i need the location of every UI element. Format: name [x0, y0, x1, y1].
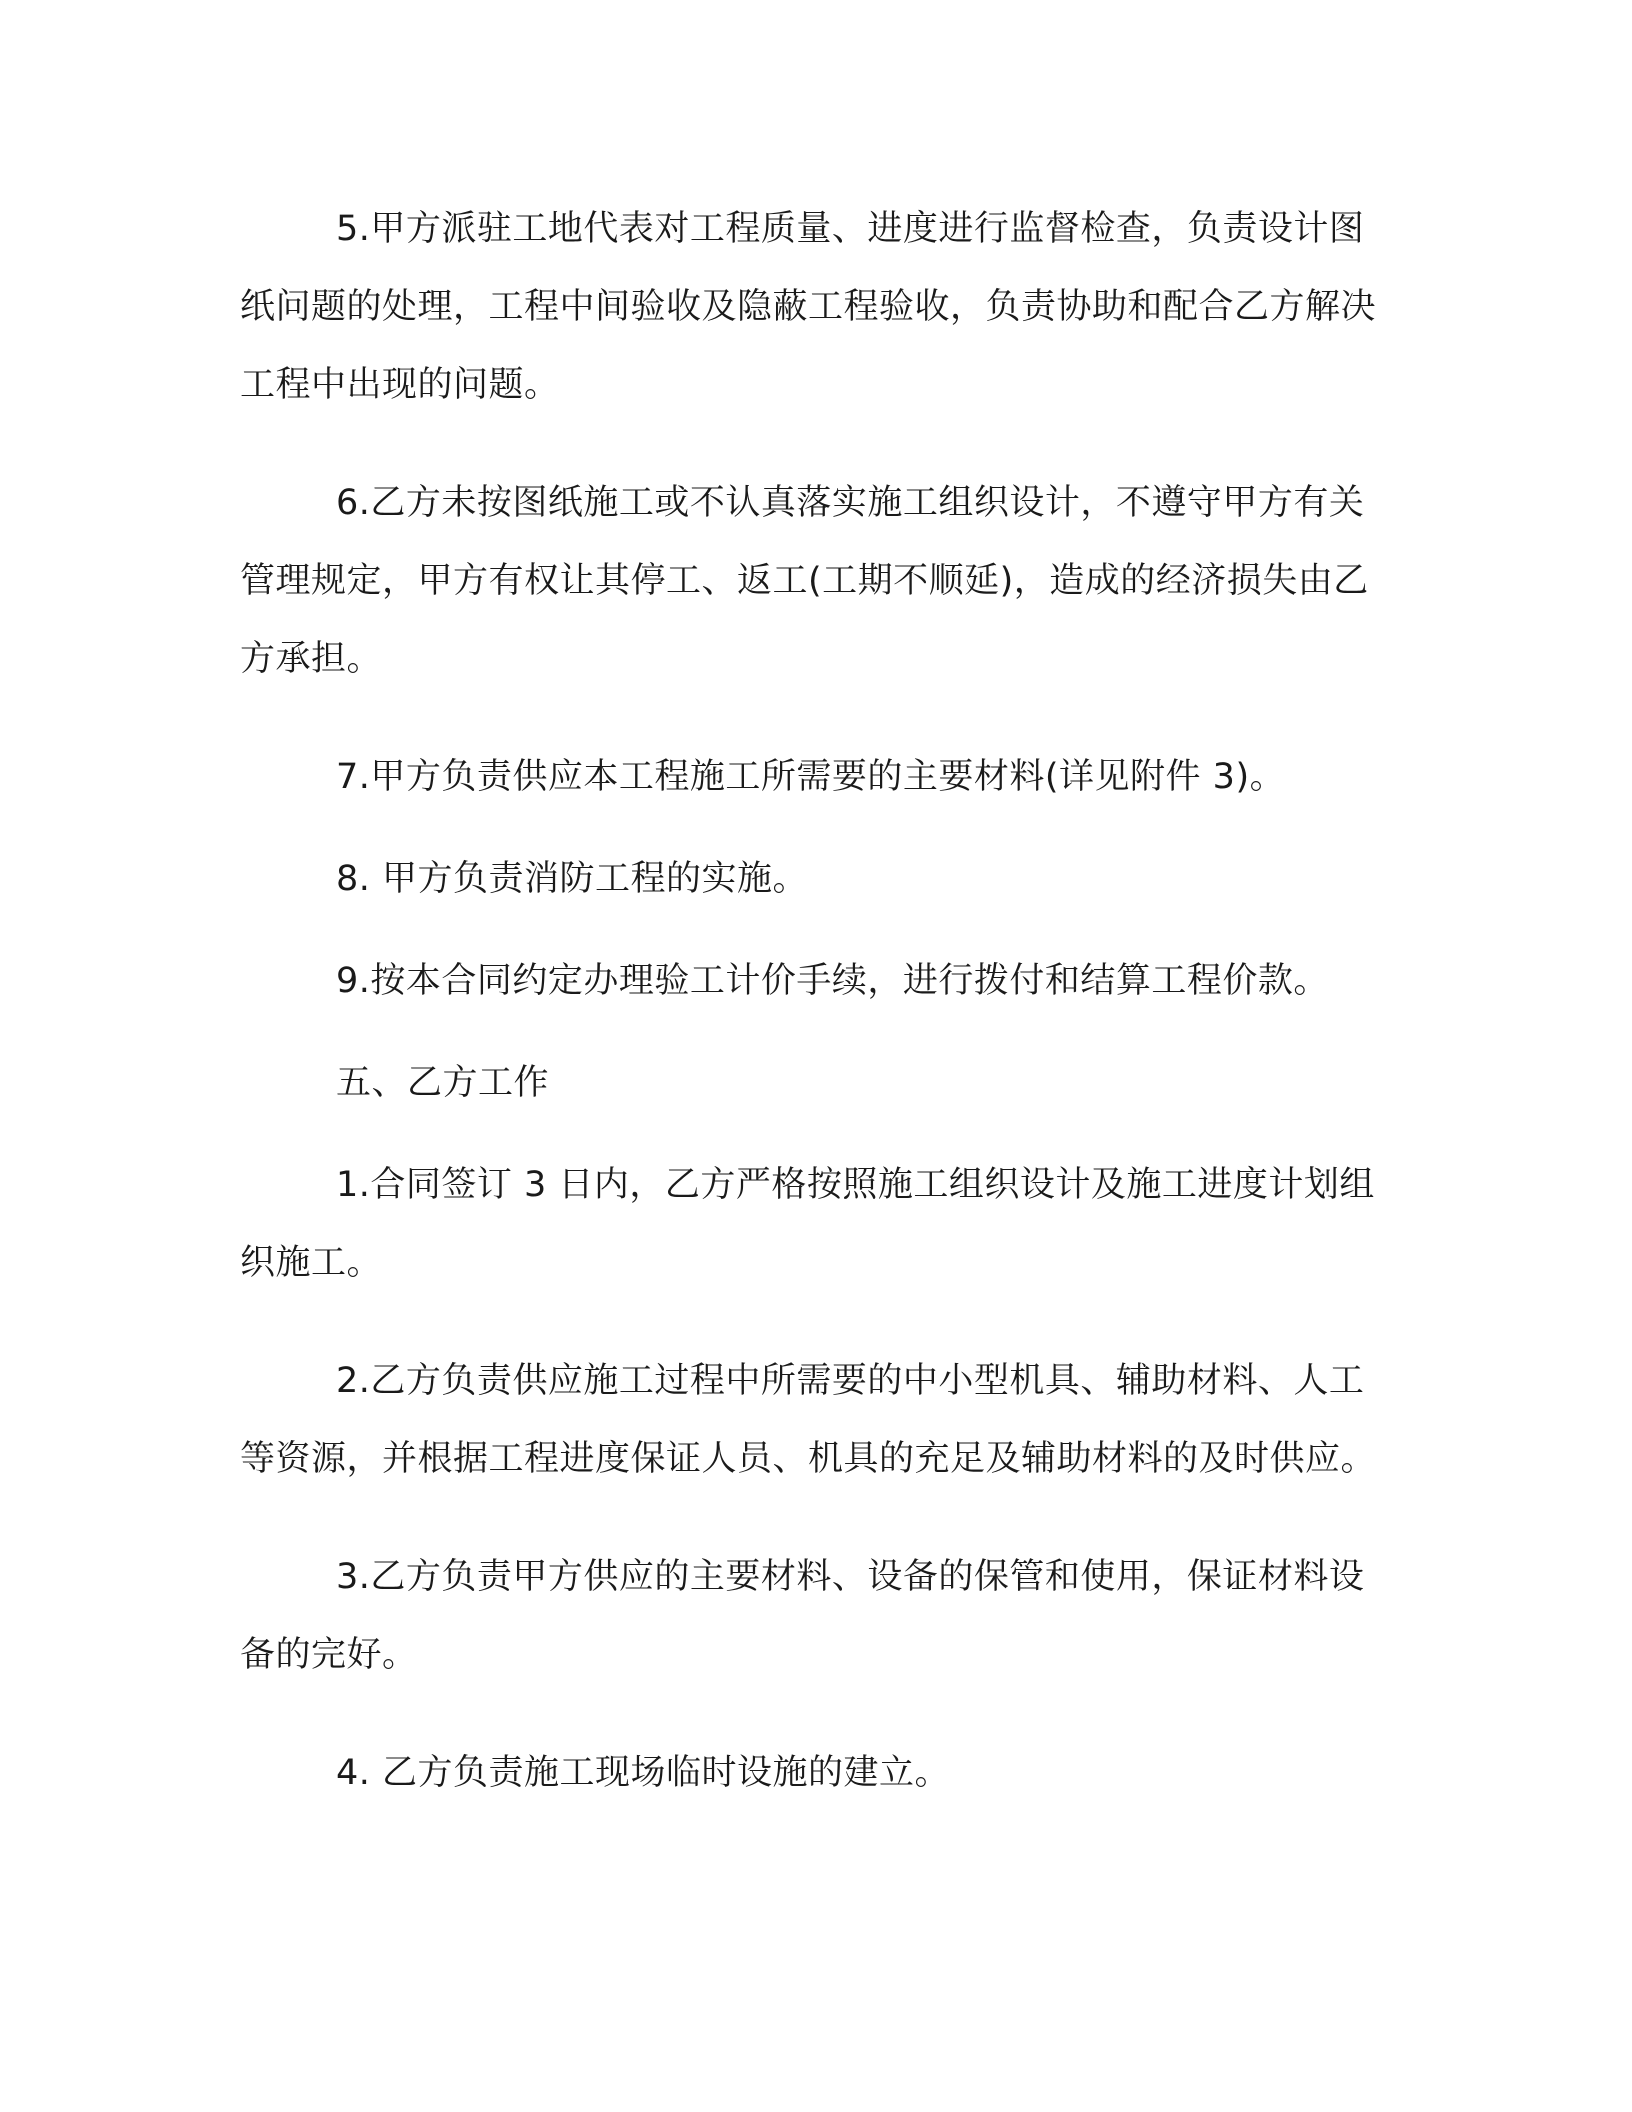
- paragraph-item-6-noncompliance: 6.乙方未按图纸施工或不认真落实施工组织设计，不遵守甲方有关管理规定，甲方有权让其停工、返工(工期不顺延)，造成的经济损失由乙方承担。: [240, 483, 1369, 679]
- paragraph-item-b4-temporary-facilities: 4. 乙方负责施工现场临时设施的建立。: [336, 1753, 951, 1793]
- section-heading-party-b-work: 五、乙方工作: [336, 1063, 550, 1103]
- document-body: [240, 190, 1390, 1812]
- paragraph-item-b3-custody: 3.乙方负责甲方供应的主要材料、设备的保管和使用，保证材料设备的完好。: [240, 1557, 1365, 1675]
- paragraph-item-5-inspection: 5.甲方派驻工地代表对工程质量、进度进行监督检查，负责设计图纸问题的处理，工程中间验收及隐蔽工程验收，负责协助和配合乙方解决工程中出现的问题。: [240, 209, 1377, 405]
- paragraph-item-b1-construction: 1.合同签订 3 日内，乙方严格按照施工组织设计及施工进度计划组织施工。: [240, 1165, 1375, 1283]
- paragraph-item-b2-resources: 2.乙方负责供应施工过程中所需要的中小型机具、辅助材料、人工等资源，并根据工程进度保证人员、机具的充足及辅助材料的及时供应。: [240, 1361, 1377, 1479]
- paragraph-item-9-payment: 9.按本合同约定办理验工计价手续，进行拨付和结算工程价款。: [336, 961, 1329, 1001]
- paragraph-item-7-materials: 7.甲方负责供应本工程施工所需要的主要材料(详见附件 3)。: [336, 757, 1286, 797]
- paragraph-item-8-fire-protection: 8. 甲方负责消防工程的实施。: [336, 859, 809, 899]
